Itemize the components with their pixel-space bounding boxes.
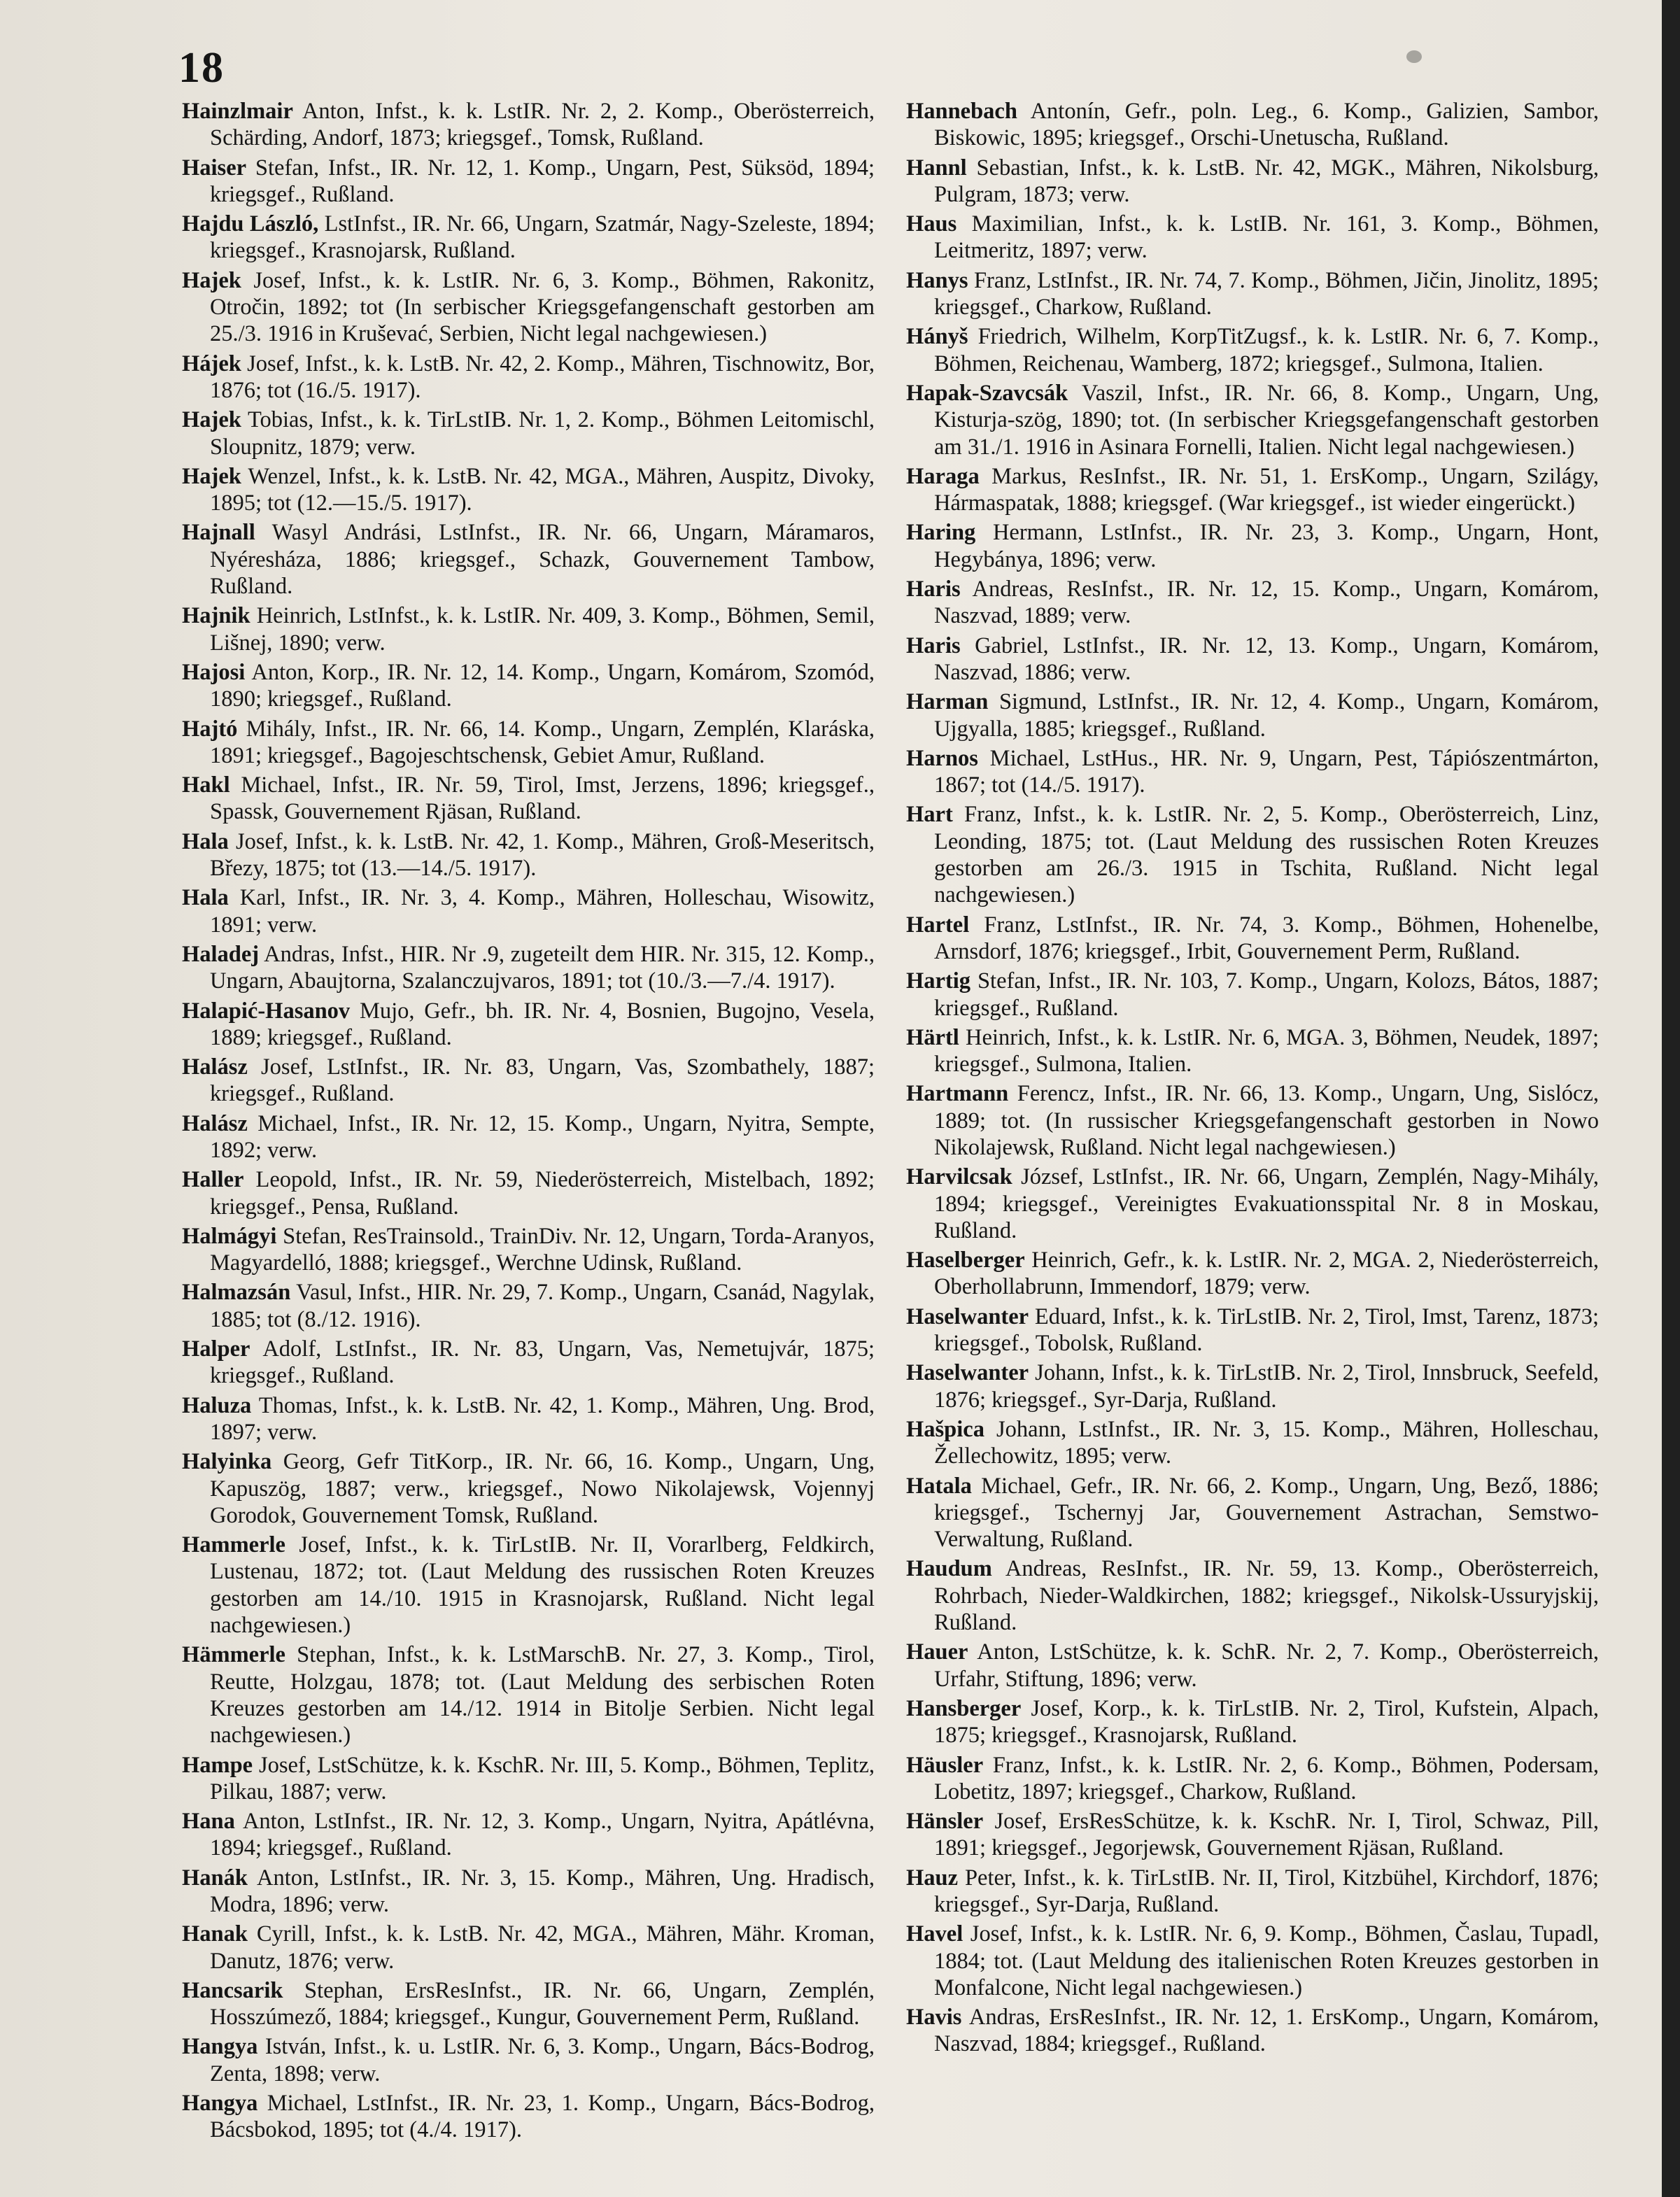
register-entry [906, 688, 1599, 742]
register-entry [182, 1166, 875, 1220]
register-entry [906, 380, 1599, 460]
entry-surname: Halapić-Hasanov [182, 998, 351, 1024]
entry-surname: Hartig [906, 968, 971, 994]
register-entry [906, 2004, 1599, 2058]
entry-details: Michael, LstInfst., IR. Nr. 23, 1. Komp., Ungarn, Bács-Bodrog, Bácsbokod, 1895; tot (4./4. 1917). [210, 2091, 875, 2143]
entry-details: Karl, Infst., IR. Nr. 3, 4. Komp., Mähren, Holleschau, Wisowitz, 1891; verw. [210, 885, 875, 938]
register-entry [906, 463, 1599, 517]
entry-details: Josef, Infst., k. k. LstB. Nr. 42, 2. Komp., Mähren, Tischnowitz, Bor, 1876; tot (16./5. 1917). [210, 351, 875, 403]
entry-surname: Haring [906, 520, 976, 546]
entry-details: Josef, Infst., k. k. LstB. Nr. 42, 1. Komp., Mähren, Groß-Meseritsch, Březy, 1875; tot (13.—14./5. 1917). [210, 828, 875, 882]
entry-details: Sigmund, LstInfst., IR. Nr. 12, 4. Komp., Ungarn, Komárom, Ujgyalla, 1885; kriegsgef., Rußland. [934, 689, 1599, 742]
entry-details: Vasul, Infst., HIR. Nr. 29, 7. Komp., Ungarn, Csanád, Nagylak, 1885; tot (8./12. 1916). [210, 1280, 875, 1332]
entry-details: Wasyl Andrási, LstInfst., IR. Nr. 66, Ungarn, Máramaros, Nyéresháza, 1886; kriegsgef., Schazk, Gouvernement Tambow, Rußland. [210, 520, 875, 600]
register-entry [182, 1921, 875, 1975]
entry-surname: Hajnall [182, 520, 255, 546]
register-entry [906, 1808, 1599, 1862]
entry-surname: Halász [182, 1054, 248, 1080]
entry-surname: Hancsarik [182, 1977, 283, 2003]
entry-surname: Hanák [182, 1865, 248, 1891]
register-entry [182, 1110, 875, 1164]
register-entry [182, 211, 875, 264]
register-entry [182, 1641, 875, 1749]
entry-details: Andreas, ResInfst., IR. Nr. 12, 15. Komp., Ungarn, Komárom, Naszvad, 1889; verw. [934, 577, 1599, 629]
left-column [182, 98, 875, 2147]
register-entry [182, 884, 875, 938]
register-entry [182, 1054, 875, 1108]
register-entry [906, 155, 1599, 209]
entry-details: Heinrich, LstInfst., k. k. LstIR. Nr. 409, 3. Komp., Böhmen, Semil, Lišnej, 1890; verw. [210, 603, 875, 656]
entry-surname: Häusler [906, 1752, 984, 1778]
entry-details: Vaszil, Infst., IR. Nr. 66, 8. Komp., Ungarn, Ung, Kisturja-szög, 1890; tot. (In serbischer Kriegsgefangenschaft gestorben am 31./1. 1916 in Asinara Fornelli, Italien. Nicht legal nachgewiesen.) [934, 380, 1599, 460]
entry-surname: Harnos [906, 745, 978, 771]
entry-surname: Hampe [182, 1752, 253, 1778]
register-entry [182, 519, 875, 600]
register-entry [182, 1752, 875, 1806]
entry-surname: Hájek [182, 351, 241, 376]
entry-surname: Hangya [182, 2091, 258, 2117]
register-entry [906, 801, 1599, 908]
entry-surname: Hašpica [906, 1416, 984, 1442]
entry-details: Michael, Gefr., IR. Nr. 66, 2. Komp., Ungarn, Ung, Bező, 1886; kriegsgef., Tschernyj Jar, Gouvernement Astrachan, Semstwo-Verwaltung, Rußland. [934, 1473, 1599, 1553]
entry-surname: Hapak-Szavcsák [906, 380, 1068, 406]
entry-surname: Hannl [906, 155, 967, 181]
register-entry [182, 1865, 875, 1919]
entry-surname: Haus [906, 211, 957, 237]
entry-details: Thomas, Infst., k. k. LstB. Nr. 42, 1. Komp., Mähren, Ung. Brod, 1897; verw. [210, 1392, 875, 1445]
entry-surname: Hart [906, 802, 953, 828]
register-entry [182, 1532, 875, 1639]
entry-surname: Halmágyi [182, 1223, 277, 1249]
entry-details: Heinrich, Infst., k. k. LstIR. Nr. 6, MGA. 3, Böhmen, Neudek, 1897; kriegsgef., Sulmona, Italien. [934, 1024, 1599, 1078]
register-entry [906, 1473, 1599, 1553]
register-entry [182, 267, 875, 348]
register-entry [906, 323, 1599, 377]
entry-surname: Hangya [182, 2034, 258, 2060]
register-entry [182, 2090, 875, 2144]
register-entry [182, 659, 875, 713]
entry-details: Andras, ErsResInfst., IR. Nr. 12, 1. ErsKomp., Ungarn, Komárom, Naszvad, 1884; kriegsgef., Rußland. [934, 2005, 1599, 2057]
entry-details: Josef, ErsResSchütze, k. k. KschR. Nr. I, Tirol, Schwaz, Pill, 1891; kriegsgef., Jegorjewsk, Gouvernement Rjäsan, Rußland. [934, 1809, 1599, 1861]
entry-details: Peter, Infst., k. k. TirLstIB. Nr. II, Tirol, Kitzbühel, Kirchdorf, 1876; kriegsgef., Syr-Darja, Rußland. [934, 1865, 1599, 1917]
register-entry [182, 602, 875, 656]
entry-details: Anton, Korp., IR. Nr. 12, 14. Komp., Ungarn, Komárom, Szomód, 1890; kriegsgef., Rußland. [210, 659, 875, 712]
entry-details: Johann, Infst., k. k. TirLstIB. Nr. 2, Tirol, Innsbruck, Seefeld, 1876; kriegsgef., Syr-Darja, Rußland. [934, 1360, 1599, 1413]
entry-details: Josef, Infst., k. k. LstIR. Nr. 6, 3. Komp., Böhmen, Rakonitz, Otročin, 1892; tot (In serbischer Kriegsgefangenschaft gestorben am 25./3. 1916 in Kruševać, Serbien, Nicht legal nachgewiesen.) [210, 267, 875, 347]
entry-details: Michael, Infst., IR. Nr. 12, 15. Komp., Ungarn, Nyitra, Sempte, 1892; verw. [210, 1110, 875, 1163]
entry-surname: Hämmerle [182, 1642, 285, 1668]
register-entry [906, 98, 1599, 152]
register-entry [182, 463, 875, 517]
register-entry [182, 772, 875, 826]
register-entry [182, 351, 875, 404]
register-entry [906, 519, 1599, 573]
register-entry [182, 1448, 875, 1529]
entry-details: Stefan, Infst., IR. Nr. 103, 7. Komp., Ungarn, Kolozs, Bátos, 1887; kriegsgef., Rußland. [934, 968, 1599, 1021]
entry-details: Franz, Infst., k. k. LstIR. Nr. 2, 5. Komp., Oberösterreich, Linz, Leonding, 1875; tot. (Laut Meldung des russischen Roten Kreuzes gestorben am 26./3. 1915 in Tschita, Rußland. Nicht legal nachgewiesen.) [934, 802, 1599, 908]
entry-surname: Hansberger [906, 1695, 1022, 1721]
register-entry [906, 576, 1599, 630]
entry-details: Anton, LstSchütze, k. k. SchR. Nr. 2, 7. Komp., Oberösterreich, Urfahr, Stiftung, 1896; verw. [934, 1639, 1599, 1692]
entry-surname: Harvilcsak [906, 1164, 1012, 1190]
entry-details: Adolf, LstInfst., IR. Nr. 83, Ungarn, Vas, Nemetujvár, 1875; kriegsgef., Rußland. [210, 1336, 875, 1389]
entry-surname: Hainzlmair [182, 99, 293, 124]
ink-smudge [1406, 50, 1422, 63]
entry-surname: Haiser [182, 155, 247, 181]
entry-details: Josef, Infst., k. k. TirLstIB. Nr. II, Vorarlberg, Feldkirch, Lustenau, 1872; tot. (Laut Meldung des russischen Roten Kreuzes gestorben am 14./10. 1915 in Krasnojarsk, Rußland. Nicht legal nachgewiesen.) [210, 1532, 875, 1639]
entry-surname: Hauz [906, 1865, 959, 1891]
entry-surname: Hartmann [906, 1081, 1009, 1107]
entry-surname: Hänsler [906, 1809, 984, 1835]
entry-surname: Havis [906, 2005, 962, 2030]
entry-details: Anton, LstInfst., IR. Nr. 12, 3. Komp., Ungarn, Nyitra, Apátlévna, 1894; kriegsgef., Rußland. [210, 1809, 875, 1861]
entry-details: Antonín, Gefr., poln. Leg., 6. Komp., Galizien, Sambor, Biskowic, 1895; kriegsgef., Orschi-Unetuscha, Rußland. [934, 99, 1599, 151]
entry-details: Cyrill, Infst., k. k. LstB. Nr. 42, MGA., Mähren, Mähr. Kroman, Danutz, 1876; verw. [210, 1921, 875, 1974]
entry-details: Maximilian, Infst., k. k. LstIB. Nr. 161, 3. Komp., Böhmen, Leitmeritz, 1897; verw. [934, 211, 1599, 264]
entry-details: Georg, Gefr TitKorp., IR. Nr. 66, 16. Komp., Ungarn, Ung, Kapuszög, 1887; verw., kriegsgef., Nowo Nikolajewsk, Vojennyj Gorodok, Gouvernement Tomsk, Rußland. [210, 1449, 875, 1528]
entry-details: Michael, Infst., IR. Nr. 59, Tirol, Imst, Jerzens, 1896; kriegsgef., Spassk, Gouvernement Rjäsan, Rußland. [210, 772, 875, 825]
register-entry [906, 1247, 1599, 1301]
register-entry [906, 968, 1599, 1022]
entry-surname: Hala [182, 885, 229, 911]
register-entry [906, 1080, 1599, 1161]
entry-details: Anton, LstInfst., IR. Nr. 3, 15. Komp., Mähren, Ung. Hradisch, Modra, 1896; verw. [210, 1865, 875, 1917]
register-entry [906, 1024, 1599, 1078]
entry-details: Andras, Infst., HIR. Nr .9, zugeteilt dem HIR. Nr. 315, 12. Komp., Ungarn, Abaujtorna, Szalanczujvaros, 1891; tot (10./3.—7./4. 1917). [210, 941, 875, 994]
entry-details: Stefan, ResTrainsold., TrainDiv. Nr. 12, Ungarn, Torda-Aranyos, Magyardelló, 1888; kriegsgef., Werchne Udinsk, Rußland. [210, 1223, 875, 1276]
entry-surname: Halyinka [182, 1449, 272, 1475]
register-entry [906, 1416, 1599, 1470]
entry-details: Stefan, Infst., IR. Nr. 12, 1. Komp., Ungarn, Pest, Süksöd, 1894; kriegsgef., Rußland. [210, 155, 875, 207]
entry-details: Leopold, Infst., IR. Nr. 59, Niederösterreich, Mistelbach, 1892; kriegsgef., Pensa, Rußland. [210, 1167, 875, 1220]
register-entry [182, 2033, 875, 2087]
entry-details: Ferencz, Infst., IR. Nr. 66, 13. Komp., Ungarn, Ung, Sislócz, 1889; tot. (In russischer Kriegsgefangenschaft gestorben in Nowo Nikolajewsk, Rußland. Nicht legal nachgewiesen.) [934, 1081, 1599, 1160]
entry-details: Johann, LstInfst., IR. Nr. 3, 15. Komp., Mähren, Holleschau, Žellechowitz, 1895; verw. [934, 1416, 1599, 1469]
entry-surname: Hajdu László, [182, 211, 319, 237]
entry-surname: Haselwanter [906, 1304, 1029, 1329]
page-number: 18 [178, 44, 225, 92]
register-entry [906, 912, 1599, 966]
register-entry [906, 633, 1599, 686]
entry-surname: Hauer [906, 1639, 968, 1665]
register-entry [182, 998, 875, 1052]
entry-surname: Hartel [906, 912, 970, 938]
entry-details: Franz, LstInfst., IR. Nr. 74, 7. Komp., Böhmen, Jičin, Jinolitz, 1895; kriegsgef., Charkow, Rußland. [934, 267, 1599, 320]
register-entry [906, 1865, 1599, 1919]
entry-surname: Halmazsán [182, 1280, 291, 1306]
entry-details: LstInfst., IR. Nr. 66, Ungarn, Szatmár, Nagy-Szeleste, 1894; kriegsgef., Krasnojarsk, Rußland. [210, 211, 875, 264]
register-entry [906, 1695, 1599, 1749]
entry-details: Hermann, LstInfst., IR. Nr. 23, 3. Komp., Ungarn, Hont, Hegybánya, 1896; verw. [934, 520, 1599, 572]
register-entry [906, 1555, 1599, 1636]
entry-surname: Hanak [182, 1921, 248, 1947]
entry-details: Tobias, Infst., k. k. TirLstIB. Nr. 1, 2. Komp., Böhmen Leitomischl, Sloupnitz, 1879; verw. [210, 407, 875, 460]
right-column [906, 98, 1599, 2061]
register-entry [182, 407, 875, 460]
entry-surname: Halper [182, 1336, 250, 1362]
entry-details: Josef, LstInfst., IR. Nr. 83, Ungarn, Vas, Szombathely, 1887; kriegsgef., Rußland. [210, 1054, 875, 1107]
entry-details: Friedrich, Wilhelm, KorpTitZugsf., k. k. LstIR. Nr. 6, 7. Komp., Böhmen, Reichenau, Wamberg, 1872; kriegsgef., Sulmona, Italien. [934, 324, 1599, 376]
register-entry [182, 1392, 875, 1446]
register-entry [182, 155, 875, 209]
entry-details: Mihály, Infst., IR. Nr. 66, 14. Komp., Ungarn, Zemplén, Klaráska, 1891; kriegsgef., Bagojeschtschensk, Gebiet Amur, Rußland. [210, 716, 875, 768]
register-entry [906, 745, 1599, 799]
entry-details: Franz, Infst., k. k. LstIR. Nr. 2, 6. Komp., Böhmen, Podersam, Lobetitz, 1897; kriegsgef., Charkow, Rußland. [934, 1752, 1599, 1804]
entry-details: Stephan, ErsResInfst., IR. Nr. 66, Ungarn, Zemplén, Hosszúmező, 1884; kriegsgef., Kungur, Gouvernement Perm, Rußland. [210, 1977, 875, 2030]
entry-surname: Härtl [906, 1024, 959, 1050]
entry-details: István, Infst., k. u. LstIR. Nr. 6, 3. Komp., Ungarn, Bács-Bodrog, Zenta, 1898; verw. [210, 2034, 875, 2086]
entry-surname: Hajosi [182, 659, 246, 685]
entry-surname: Hana [182, 1809, 235, 1835]
entry-surname: Haladej [182, 941, 260, 967]
register-entry [906, 1304, 1599, 1357]
entry-surname: Haris [906, 577, 961, 602]
entry-details: Gabriel, LstInfst., IR. Nr. 12, 13. Komp., Ungarn, Komárom, Naszvad, 1886; verw. [934, 633, 1599, 685]
entry-surname: Halász [182, 1110, 248, 1136]
entry-details: József, LstInfst., IR. Nr. 66, Ungarn, Zemplén, Nagy-Mihály, 1894; kriegsgef., Vereinigtes Evakuationsspital Nr. 8 in Moskau, Rußland. [934, 1164, 1599, 1243]
register-entry [182, 1279, 875, 1333]
entry-details: Sebastian, Infst., k. k. LstB. Nr. 42, MGK., Mähren, Nikolsburg, Pulgram, 1873; verw. [934, 155, 1599, 207]
register-entry [906, 211, 1599, 264]
entry-details: Mujo, Gefr., bh. IR. Nr. 4, Bosnien, Bugojno, Vesela, 1889; kriegsgef., Rußland. [210, 998, 875, 1050]
register-entry [906, 1359, 1599, 1413]
entry-surname: Hányš [906, 324, 968, 350]
entry-details: Eduard, Infst., k. k. TirLstIB. Nr. 2, Tirol, Imst, Tarenz, 1873; kriegsgef., Tobolsk, Rußland. [934, 1304, 1599, 1357]
entry-surname: Haluza [182, 1392, 252, 1418]
entry-surname: Hatala [906, 1473, 972, 1499]
entry-surname: Haraga [906, 463, 980, 489]
entry-surname: Hajek [182, 267, 241, 293]
entry-details: Josef, LstSchütze, k. k. KschR. Nr. III, 5. Komp., Böhmen, Teplitz, Pilkau, 1887; verw. [210, 1752, 875, 1804]
entry-details: Josef, Infst., k. k. LstIR. Nr. 6, 9. Komp., Böhmen, Časlau, Tupadl, 1884; tot. (Laut Meldung des italienischen Roten Kreuzes gestorben in Monfalcone, Nicht legal nachgewiesen.) [934, 1921, 1599, 2000]
register-entry [182, 1336, 875, 1390]
register-entry [906, 267, 1599, 321]
entry-surname: Haselwanter [906, 1360, 1029, 1386]
entry-details: Anton, Infst., k. k. LstIR. Nr. 2, 2. Komp., Oberösterreich, Schärding, Andorf, 1873; kriegsgef., Tomsk, Rußland. [210, 99, 875, 151]
entry-surname: Hakl [182, 772, 230, 798]
register-entry [182, 1808, 875, 1862]
entry-details: Franz, LstInfst., IR. Nr. 74, 3. Komp., Böhmen, Hohenelbe, Arnsdorf, 1876; kriegsgef., Irbit, Gouvernement Perm, Rußland. [934, 912, 1599, 964]
entry-surname: Haris [906, 633, 961, 658]
register-entry [182, 941, 875, 995]
entry-details: Michael, LstHus., HR. Nr. 9, Ungarn, Pest, Tápiószentmárton, 1867; tot (14./5. 1917). [934, 745, 1599, 798]
register-entry [906, 1639, 1599, 1693]
entry-surname: Haselberger [906, 1248, 1025, 1273]
entry-surname: Hannebach [906, 99, 1017, 124]
entry-details: Josef, Korp., k. k. TirLstIB. Nr. 2, Tirol, Kufstein, Alpach, 1875; kriegsgef., Krasnojarsk, Rußland. [934, 1695, 1599, 1749]
entry-surname: Hanys [906, 267, 968, 293]
entry-surname: Hajnik [182, 603, 250, 629]
entry-surname: Haudum [906, 1556, 992, 1582]
entry-surname: Hammerle [182, 1532, 285, 1558]
entry-details: Heinrich, Gefr., k. k. LstIR. Nr. 2, MGA. 2, Niederösterreich, Oberhollabrunn, Immendorf, 1879; verw. [934, 1248, 1599, 1300]
register-entry [182, 716, 875, 770]
register-entry [906, 1921, 1599, 2001]
register-entry [182, 828, 875, 882]
entry-details: Andreas, ResInfst., IR. Nr. 59, 13. Komp., Oberösterreich, Rohrbach, Nieder-Waldkirchen, 1882; kriegsgef., Nikolsk-Ussuryjskij, Rußland. [934, 1556, 1599, 1636]
register-entry [182, 1977, 875, 2031]
entry-surname: Hajek [182, 463, 241, 489]
entry-details: Markus, ResInfst., IR. Nr. 51, 1. ErsKomp., Ungarn, Szilágy, Hármaspatak, 1888; kriegsgef. (War kriegsgef., ist wieder eingerückt.) [934, 463, 1599, 516]
entry-surname: Havel [906, 1921, 963, 1947]
entry-details: Stephan, Infst., k. k. LstMarschB. Nr. 27, 3. Komp., Tirol, Reutte, Holzgau, 1878; tot. (Laut Meldung des serbischen Roten Kreuzes gestorben am 14./12. 1914 in Bitolje Serbien. Nicht legal nachgewiesen.) [210, 1642, 875, 1749]
entry-surname: Harman [906, 689, 989, 715]
entry-surname: Hajek [182, 407, 241, 433]
register-entry [182, 1223, 875, 1277]
register-entry [182, 98, 875, 152]
register-entry [906, 1752, 1599, 1806]
entry-details: Wenzel, Infst., k. k. LstB. Nr. 42, MGA., Mähren, Auspitz, Divoky, 1895; tot (12.—15./5. 1917). [210, 463, 875, 516]
entry-surname: Hajtó [182, 716, 238, 742]
entry-surname: Haller [182, 1167, 244, 1193]
entry-surname: Hala [182, 828, 229, 854]
register-entry [906, 1164, 1599, 1244]
